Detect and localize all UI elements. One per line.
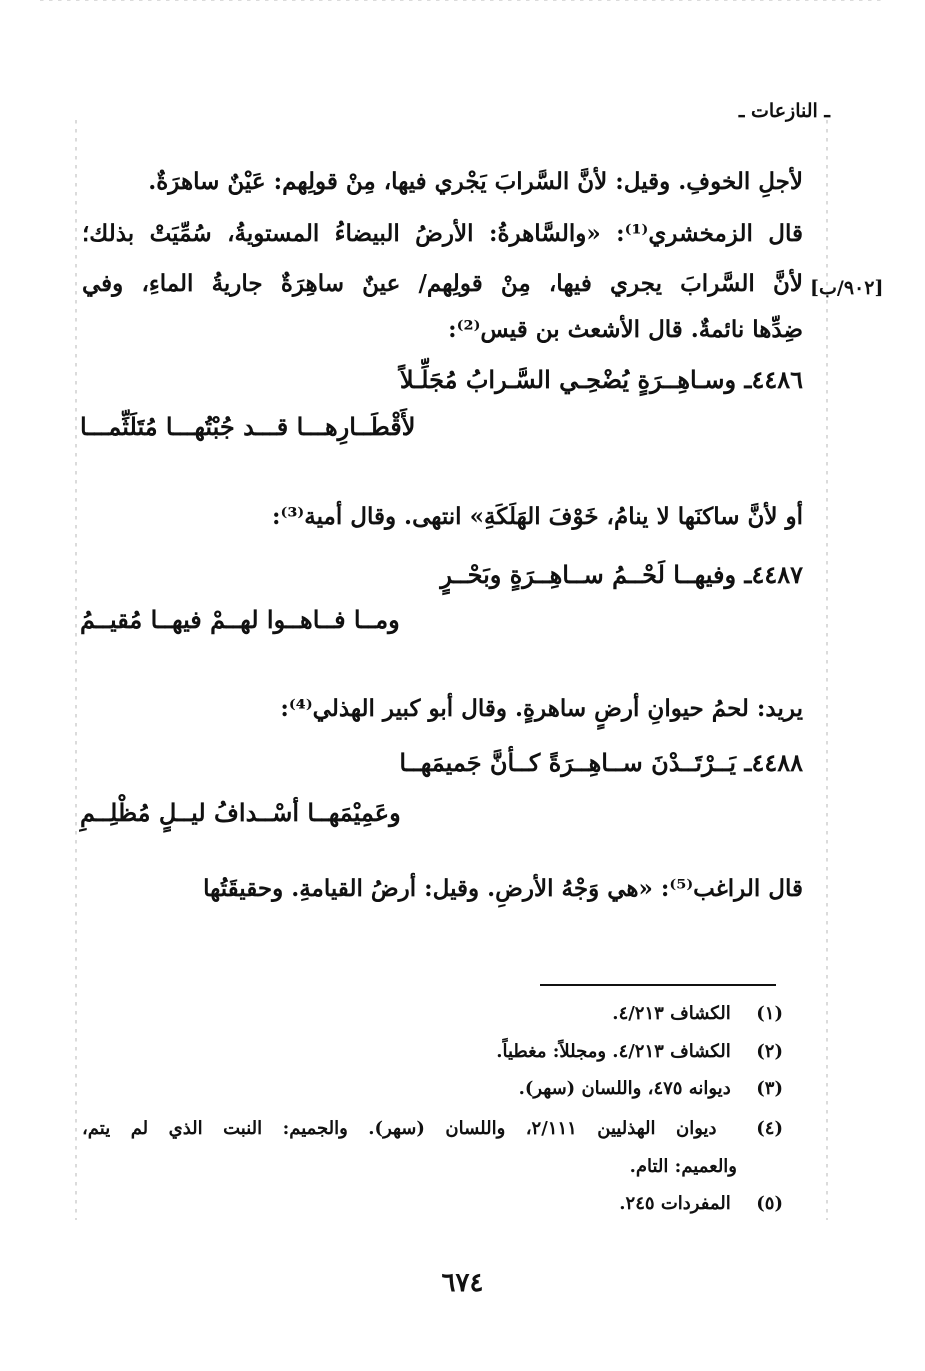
verse-number: ٤٤٨٦ـ [744,365,803,394]
footnote-text: ديوانه ٤٧٥، واللسان (سهر). [518,1078,731,1099]
footnote-text: الكشاف ٤/٢١٣. ومجللاً: مغطياً. [496,1041,731,1062]
footnote-number: (١) [756,1003,783,1024]
verse-4488-second: وعَمِيْمَهــا أسْــدافُ ليــلٍ مُظْلِــمِ [80,798,401,827]
body-line-4: ضِدِّها نائمةٌ. قال الأشعث بن قيس⁽²⁾: [448,316,803,343]
manuscript-folio-note: [٩٠٢/ب] [810,277,884,299]
body-line-6: يريد: لحمُ حيوانِ أرضٍ ساهرةٍ. وقال أبو كبير الهذلي⁽⁴⁾: [280,695,803,722]
scan-artifact-top [40,0,885,1]
footnote-1 [612,1003,783,1024]
footnote-3 [519,1078,783,1099]
footnote-4 [82,1118,783,1139]
body-line-5: أو لأنَّ ساكنَها لا ينامُ، خَوْفَ الهَلَكَةِ» انتهى. وقال أمية⁽³⁾: [271,503,803,530]
verse-hemistich: يَــرْتَــدْنَ ســاهِــرَةً كــأنَّ جَميمَهــا [399,748,737,777]
verse-4487-second: ومــا فــاهــوا لهــمْ فيهــا مُقيــمُ [80,605,400,634]
body-line-7: قال الراغب⁽⁵⁾: «هي وَجْهُ الأرضِ. وقيل: أرضُ القيامةِ. وحقيقَتُها [203,875,803,902]
body-line-2: قال الزمخشري⁽¹⁾: «والسَّاهرةُ: الأرضُ البيضاءُ المستويةُ، سُمِّيَتْ بذلك؛ [82,220,803,247]
verse-hemistich: وسـاهِــرَةٍ يُضْحِـي السَّـرابُ مُجَلِّـلاً [399,365,737,394]
footnote-number: (٤) [756,1118,783,1139]
footnote-separator [540,984,776,986]
footnote-text: المفردات ٢٤٥. [619,1193,731,1214]
footnote-2 [496,1041,783,1062]
verse-number: ٤٤٨٨ـ [744,748,803,777]
footnote-5 [619,1193,783,1214]
footnote-number: (٥) [756,1193,783,1214]
verse-4487-first [440,560,803,589]
page-number: ٦٧٤ [441,1268,484,1298]
footnote-number: (٣) [756,1078,783,1099]
footnote-number: (٢) [756,1041,783,1062]
running-header: ـ النازعات ـ [738,100,830,122]
scan-artifact-left [75,120,77,1220]
body-line-3: لأنَّ السَّرابَ يجري فيها، مِنْ قولِهم/ عينٌ ساهِرَةٌ جاريةُ الماءِ، وفي [82,270,803,297]
footnote-text: ديوان الهذليين ٢/١١١، واللسان (سهر). والجميم: النبت الذي لم يتم، [82,1118,717,1139]
verse-4486-second: لأَقْطَــارِهـــا قـــد جُبْتُهـــا مُتَلَثِّمـــا [80,412,416,441]
verse-4488-first [399,748,803,777]
verse-hemistich: وفيهــا لَحْــمُ ســاهِــرَةٍ وبَحْــرٍ [440,560,737,589]
footnote-text: الكشاف ٤/٢١٣. [612,1003,731,1024]
verse-4486-first [400,365,803,394]
body-line-1: لأجلِ الخوفِ. وقيل: لأنَّ السَّرابَ يَجْري فيها، مِنْ قولِهم: عَيْنٌ ساهرَةٌ. [148,168,803,195]
verse-number: ٤٤٨٧ـ [744,560,803,589]
footnote-4-continuation: والعميم: التام. [629,1156,737,1177]
